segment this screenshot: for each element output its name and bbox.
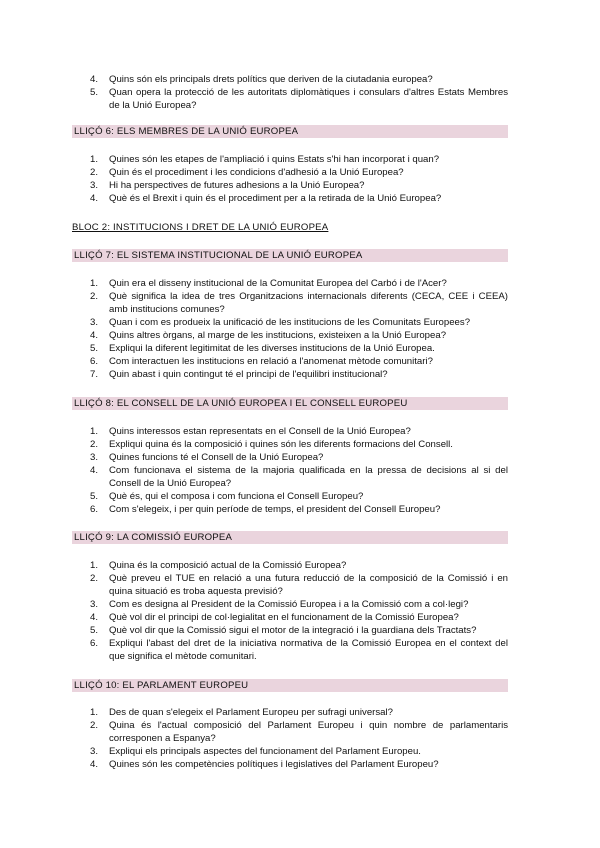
- lesson-9-questions: [72, 559, 508, 663]
- item-number: 1.: [90, 560, 99, 571]
- list-item: [72, 425, 508, 438]
- item-text: Quins són els principals drets polítics que deriven de la ciutadania europea?: [109, 74, 433, 85]
- lesson-6-questions: [72, 153, 508, 205]
- list-item: [72, 166, 508, 179]
- item-text: Com es designa al President de la Comissió Europea i a la Comissió com a col·legi?: [109, 599, 469, 610]
- top-list-section: [72, 73, 508, 112]
- list-item: [72, 572, 508, 598]
- list-item: [72, 706, 508, 719]
- list-item: [72, 355, 508, 368]
- item-text: Expliqui l'abast del dret de la iniciativa normativa de la Comissió Europea en el context del que significa el mètode comunitari.: [109, 638, 508, 662]
- list-item: [72, 464, 508, 490]
- item-number: 4.: [90, 193, 99, 204]
- item-text: Quins interessos estan representats en el Consell de la Unió Europea?: [109, 426, 411, 437]
- item-number: 5.: [90, 491, 99, 502]
- lesson-8-heading: LLIÇÓ 8: EL CONSELL DE LA UNIÓ EUROPEA I EL CONSELL EUROPEU: [72, 397, 508, 410]
- item-text: Quin abast i quin contingut té el principi de l'equilibri institucional?: [109, 369, 388, 380]
- lesson-6-section: [72, 125, 508, 138]
- item-number: 1.: [90, 278, 99, 289]
- list-item: [72, 637, 508, 663]
- lesson-7-section: [72, 249, 508, 262]
- item-number: 2.: [90, 167, 99, 178]
- item-number: 6.: [90, 638, 99, 649]
- item-text: Quan opera la protecció de les autoritats diplomàtiques i consulars d'altres Estats Membres de la Unió Europea?: [109, 87, 508, 111]
- item-text: Què vol dir el principi de col·legialitat en el funcionament de la Comissió Europea?: [109, 612, 459, 623]
- item-text: Hi ha perspectives de futures adhesions a la Unió Europea?: [109, 180, 365, 191]
- item-number: 4.: [90, 465, 99, 476]
- item-text: Què preveu el TUE en relació a una futura reducció de la composició de la Comissió i en quina situació es troba aquesta previsió?: [109, 573, 508, 597]
- item-number: 4.: [90, 612, 99, 623]
- item-number: 1.: [90, 154, 99, 165]
- item-text: Expliqui els principals aspectes del funcionament del Parlament Europeu.: [109, 746, 421, 757]
- item-number: 3.: [90, 317, 99, 328]
- item-number: 2.: [90, 439, 99, 450]
- lesson-8-section: [72, 397, 508, 410]
- item-number: 2.: [90, 291, 99, 302]
- item-number: 4.: [90, 74, 99, 85]
- list-item: [72, 490, 508, 503]
- item-text: Quina és la composició actual de la Comissió Europea?: [109, 560, 347, 571]
- item-number: 1.: [90, 707, 99, 718]
- item-number: 3.: [90, 746, 99, 757]
- lesson-9-heading: LLIÇÓ 9: LA COMISSIÓ EUROPEA: [72, 531, 508, 544]
- list-item: [72, 192, 508, 205]
- question-list: [72, 425, 508, 516]
- item-text: Quina és l'actual composició del Parlament Europeu i quin nombre de parlamentaris corresponen a Espanya?: [109, 720, 508, 744]
- question-list: [72, 559, 508, 663]
- item-number: 6.: [90, 356, 99, 367]
- item-text: Què significa la idea de tres Organitzacions internacionals diferents (CECA, CEE i CEEA) amb institucions comunes?: [109, 291, 508, 315]
- item-number: 5.: [90, 625, 99, 636]
- item-number: 7.: [90, 369, 99, 380]
- item-number: 4.: [90, 330, 99, 341]
- list-item: [72, 758, 508, 771]
- item-text: Quin és el procediment i les condicions d'adhesió a la Unió Europea?: [109, 167, 404, 178]
- question-list: [72, 277, 508, 381]
- list-item: [72, 451, 508, 464]
- list-item: [72, 179, 508, 192]
- item-number: 3.: [90, 452, 99, 463]
- item-text: Com interactuen les institucions en relació a l'anomenat mètode comunitari?: [109, 356, 433, 367]
- item-number: 6.: [90, 504, 99, 515]
- list-item: [72, 342, 508, 355]
- item-text: Expliqui la diferent legitimitat de les diverses institucions de la Unió Europea.: [109, 343, 435, 354]
- list-item: [72, 290, 508, 316]
- list-item: [72, 153, 508, 166]
- list-item: [72, 329, 508, 342]
- lesson-7-questions: [72, 277, 508, 381]
- item-number: 1.: [90, 426, 99, 437]
- list-item: [72, 368, 508, 381]
- lesson-10-heading: LLIÇÓ 10: EL PARLAMENT EUROPEU: [72, 679, 508, 692]
- item-number: 3.: [90, 599, 99, 610]
- item-text: Quines funcions té el Consell de la Unió Europea?: [109, 452, 324, 463]
- list-item: [72, 598, 508, 611]
- bloc-2-section: [72, 221, 508, 234]
- item-number: 2.: [90, 720, 99, 731]
- lesson-7-heading: LLIÇÓ 7: EL SISTEMA INSTITUCIONAL DE LA UNIÓ EUROPEA: [72, 249, 508, 262]
- item-number: 3.: [90, 180, 99, 191]
- question-list: [72, 153, 508, 205]
- item-number: 4.: [90, 759, 99, 770]
- item-text: Què és el Brexit i quin és el procediment per a la retirada de la Unió Europea?: [109, 193, 442, 204]
- item-text: Quin era el disseny institucional de la Comunitat Europea del Carbó i de l'Acer?: [109, 278, 447, 289]
- list-item: [72, 316, 508, 329]
- list-item: [72, 624, 508, 637]
- list-item: [72, 438, 508, 451]
- item-text: Quan i com es produeix la unificació de les institucions de les Comunitats Europees?: [109, 317, 471, 328]
- list-item: [72, 86, 508, 112]
- list-item: [72, 719, 508, 745]
- item-text: Què vol dir que la Comissió sigui el motor de la integració i la guardiana dels Tractats?: [109, 625, 477, 636]
- item-text: Com s'elegeix, i per quin període de temps, el president del Consell Europeu?: [109, 504, 441, 515]
- list-item: [72, 559, 508, 572]
- item-text: Què és, qui el composa i com funciona el Consell Europeu?: [109, 491, 364, 502]
- list-item: [72, 611, 508, 624]
- item-text: Quines són les etapes de l'ampliació i quins Estats s'hi han incorporat i quan?: [109, 154, 440, 165]
- question-list: [72, 706, 508, 771]
- list-item: [72, 745, 508, 758]
- item-text: Com funcionava el sistema de la majoria qualificada en la pressa de decisions al si del Consell de la Unió Europea?: [109, 465, 508, 489]
- lesson-9-section: [72, 531, 508, 544]
- item-number: 5.: [90, 87, 99, 98]
- item-text: Des de quan s'elegeix el Parlament Europeu per sufragi universal?: [109, 707, 393, 718]
- list-item: [72, 73, 508, 86]
- list-item: [72, 503, 508, 516]
- question-list: [72, 73, 508, 112]
- list-item: [72, 277, 508, 290]
- item-number: 5.: [90, 343, 99, 354]
- item-text: Expliqui quina és la composició i quines són les diferents formacions del Consell.: [109, 439, 453, 450]
- bloc-2-heading: BLOC 2: INSTITUCIONS I DRET DE LA UNIÓ EUROPEA: [72, 222, 329, 233]
- lesson-8-questions: [72, 425, 508, 516]
- lesson-6-heading: LLIÇÓ 6: ELS MEMBRES DE LA UNIÓ EUROPEA: [72, 125, 508, 138]
- item-text: Quines són les competències polítiques i legislatives del Parlament Europeu?: [109, 759, 439, 770]
- item-number: 2.: [90, 573, 99, 584]
- lesson-10-section: [72, 679, 508, 692]
- item-text: Quins altres òrgans, al marge de les institucions, existeixen a la Unió Europea?: [109, 330, 447, 341]
- lesson-10-questions: [72, 706, 508, 771]
